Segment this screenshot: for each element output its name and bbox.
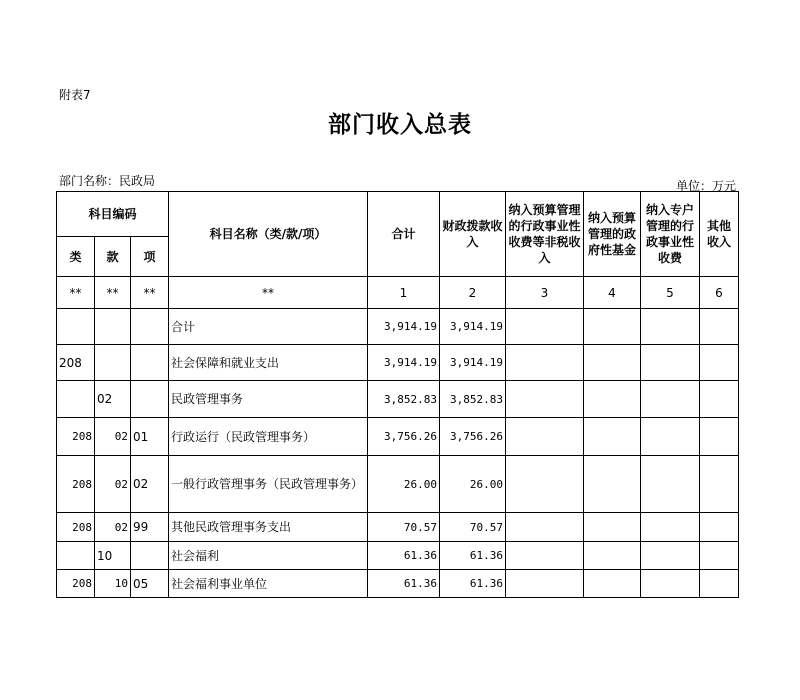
table-row [57,456,739,513]
empty-cell [584,345,641,381]
header-budget-admin-fee: 纳入预算管理的行政事业性收费等非税收入 [506,192,584,277]
table-row [57,570,739,598]
index-cell: 5 [641,277,700,309]
empty-cell [584,542,641,570]
xiang-cell: 02 [131,456,169,513]
kuan-cell: 10 [95,542,131,570]
fiscal-cell: 26.00 [440,456,506,513]
subject-name-cell: 社会福利事业单位 [169,570,368,598]
empty-cell [506,513,584,542]
total-cell: 70.57 [368,513,440,542]
table-row [57,542,739,570]
empty-cell [641,513,700,542]
empty-cell [584,418,641,456]
fiscal-cell: 3,852.83 [440,381,506,418]
lei-cell: 208 [57,345,95,381]
header-kuan: 款 [95,237,131,277]
subject-name-cell: 社会保障和就业支出 [169,345,368,381]
total-cell: 26.00 [368,456,440,513]
total-cell: 3,914.19 [368,345,440,381]
subject-name-cell: 社会福利 [169,542,368,570]
kuan-cell: 10 [95,570,131,598]
total-cell: 3,756.26 [368,418,440,456]
header-other: 其他收入 [700,192,739,277]
total-cell: 3,914.19 [368,309,440,345]
header-subject-code: 科目编码 [57,192,169,237]
header-total: 合计 [368,192,440,277]
empty-cell [700,513,739,542]
empty-cell [584,381,641,418]
empty-cell [506,345,584,381]
lei-cell: 208 [57,570,95,598]
lei-cell [57,381,95,418]
empty-cell [506,418,584,456]
xiang-cell: 01 [131,418,169,456]
index-cell: ** [169,277,368,309]
subject-name-cell: 民政管理事务 [169,381,368,418]
empty-cell [641,456,700,513]
income-table [56,191,739,598]
header-gov-fund: 纳入预算管理的政府性基金 [584,192,641,277]
xiang-cell: 05 [131,570,169,598]
fiscal-cell: 3,914.19 [440,309,506,345]
empty-cell [641,570,700,598]
header-xiang: 项 [131,237,169,277]
empty-cell [700,381,739,418]
empty-cell [700,456,739,513]
department-label: 部门名称：民政局 [59,174,156,188]
page-title: 部门收入总表 [328,112,472,138]
kuan-cell [95,345,131,381]
total-cell: 61.36 [368,570,440,598]
xiang-cell [131,309,169,345]
kuan-cell: 02 [95,381,131,418]
empty-cell [700,542,739,570]
lei-cell [57,542,95,570]
table-row [57,381,739,418]
empty-cell [641,542,700,570]
empty-cell [700,418,739,456]
fiscal-cell: 61.36 [440,542,506,570]
index-cell: 4 [584,277,641,309]
header-fiscal: 财政拨款收入 [440,192,506,277]
empty-cell [584,456,641,513]
empty-cell [584,309,641,345]
index-cell: ** [57,277,95,309]
kuan-cell: 02 [95,456,131,513]
fiscal-cell: 3,914.19 [440,345,506,381]
fiscal-cell: 61.36 [440,570,506,598]
empty-cell [506,456,584,513]
subject-name-cell: 行政运行（民政管理事务） [169,418,368,456]
unit-label: 单位：万元 [675,179,736,193]
empty-cell [506,542,584,570]
kuan-cell: 02 [95,513,131,542]
lei-cell: 208 [57,418,95,456]
subject-name-cell: 一般行政管理事务（民政管理事务） [169,456,368,513]
kuan-cell [95,309,131,345]
empty-cell [506,570,584,598]
empty-cell [584,513,641,542]
index-row [57,277,739,309]
header-subject-name: 科目名称（类/款/项） [169,192,368,277]
header-lei: 类 [57,237,95,277]
fiscal-cell: 70.57 [440,513,506,542]
empty-cell [700,570,739,598]
table-row [57,418,739,456]
xiang-cell: 99 [131,513,169,542]
xiang-cell [131,345,169,381]
table-row [57,513,739,542]
index-cell: 2 [440,277,506,309]
xiang-cell [131,381,169,418]
subject-name-cell: 其他民政管理事务支出 [169,513,368,542]
total-cell: 61.36 [368,542,440,570]
lei-cell: 208 [57,513,95,542]
total-cell: 3,852.83 [368,381,440,418]
empty-cell [584,570,641,598]
empty-cell [641,345,700,381]
lei-cell: 208 [57,456,95,513]
empty-cell [700,345,739,381]
fiscal-cell: 3,756.26 [440,418,506,456]
empty-cell [700,309,739,345]
subject-name-cell: 合计 [169,309,368,345]
index-cell: ** [95,277,131,309]
header-special-admin-fee: 纳入专户管理的行政事业性收费 [641,192,700,277]
table-row [57,309,739,345]
empty-cell [641,381,700,418]
table-row [57,345,739,381]
empty-cell [641,418,700,456]
empty-cell [506,309,584,345]
kuan-cell: 02 [95,418,131,456]
empty-cell [641,309,700,345]
lei-cell [57,309,95,345]
index-cell: 3 [506,277,584,309]
index-cell: ** [131,277,169,309]
appendix-label: 附表7 [59,88,91,102]
xiang-cell [131,542,169,570]
empty-cell [506,381,584,418]
index-cell: 6 [700,277,739,309]
index-cell: 1 [368,277,440,309]
